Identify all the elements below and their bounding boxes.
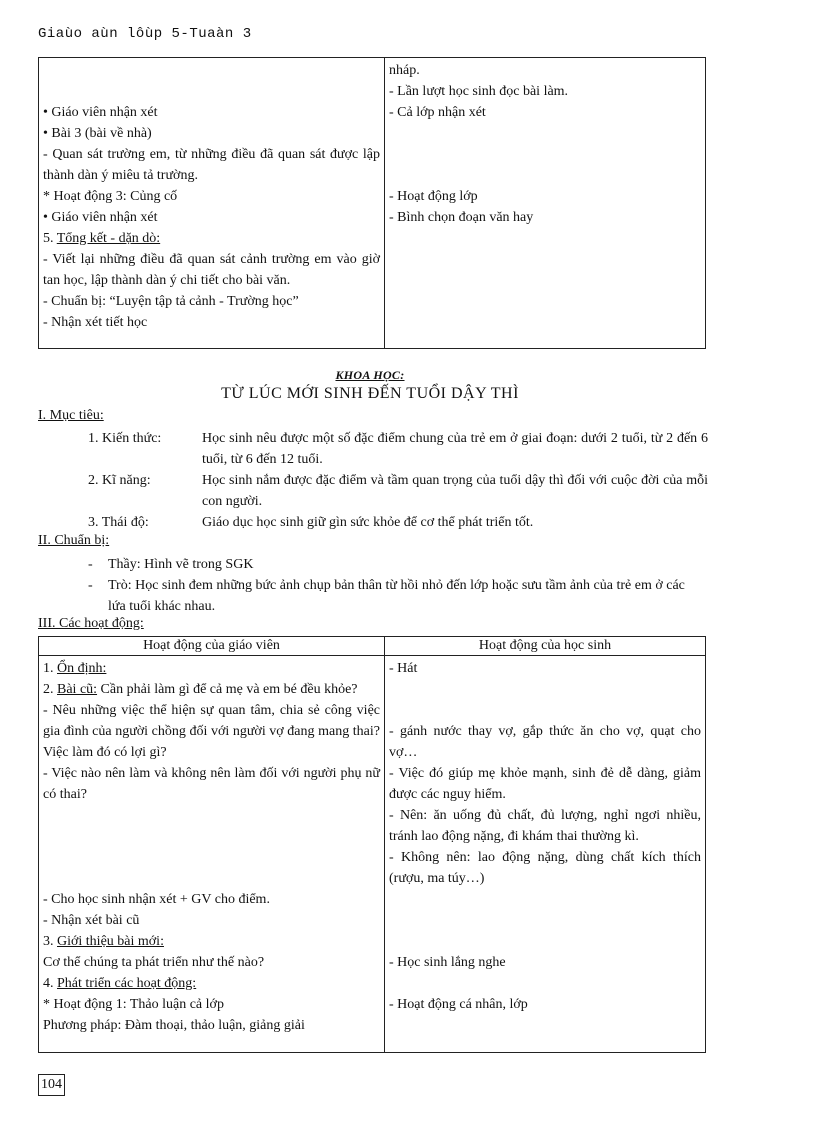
objective-label: 2. Kĩ năng: — [88, 473, 151, 488]
objective-item — [88, 428, 708, 470]
student-activities-cell — [385, 656, 706, 1053]
student-line: - Nên: ăn uống đủ chất, đủ lượng, nghỉ ngơi nhiều, tránh lao động nặng, đi khám thai thường kì. — [389, 808, 701, 844]
preparation-item: - Thầy: Hình vẽ trong SGK — [88, 557, 254, 572]
teacher-line: - Nhận xét tiết học — [43, 315, 148, 330]
student-line: - Lần lượt học sinh đọc bài làm. — [389, 84, 569, 99]
student-line: - Hoạt động lớp — [389, 189, 478, 204]
teacher-question: - Việc nào nên làm và không nên làm đối với người phụ nữ có thai? — [43, 766, 380, 802]
top-student-cell — [385, 58, 706, 349]
objective-item — [88, 512, 708, 533]
objective-item — [88, 470, 708, 512]
page-number: 104 — [38, 1074, 65, 1096]
subject-label: KHOA HỌC: — [335, 368, 405, 382]
teacher-line: • Bài 3 (bài về nhà) — [43, 126, 152, 141]
student-line: - Không nên: lao động nặng, dùng chất kích thích (rượu, ma túy…) — [389, 850, 701, 886]
section-heading: 3. Giới thiệu bài mới: — [43, 934, 164, 949]
teacher-line: - Viết lại những điều đã quan sát cảnh trường em vào giờ tan học, lập thành dàn ý chi tiết cho bài văn. — [43, 252, 380, 288]
column-header-teacher: Hoạt động của giáo viên — [39, 637, 385, 656]
teacher-line: - Quan sát trường em, từ những điều đã quan sát được lập thành dàn ý miêu tả trường. — [43, 147, 380, 183]
objective-label: 3. Thái độ: — [88, 515, 149, 530]
preparation-item: - Trò: Học sinh đem những bức ảnh chụp bản thân từ hồi nhỏ đến lớp hoặc sưu tầm ảnh của trẻ em ở các lứa tuổi khác nhau. — [88, 578, 685, 614]
section-heading: 1. Ổn định: — [43, 661, 107, 676]
student-line: - Hát — [389, 661, 418, 676]
objective-text: Giáo dục học sinh giữ gìn sức khỏe để cơ thể phát triển tốt. — [202, 515, 534, 530]
teacher-line: * Hoạt động 1: Thảo luận cả lớp — [43, 997, 224, 1012]
section-heading: 2. Bài cũ: Cần phải làm gì để cả mẹ và em bé đều khỏe? — [43, 682, 358, 697]
teacher-line: Phương pháp: Đàm thoại, thảo luận, giảng giải — [43, 1018, 305, 1033]
student-line: - gánh nước thay vợ, gắp thức ăn cho vợ, quạt cho vợ… — [389, 724, 701, 760]
top-teacher-cell — [39, 58, 385, 349]
teacher-activities-cell — [39, 656, 385, 1053]
teacher-line: - Chuẩn bị: “Luyện tập tả cảnh - Trường học” — [43, 294, 299, 309]
student-line: - Hoạt động cá nhân, lớp — [389, 997, 528, 1012]
teacher-line: - Cho học sinh nhận xét + GV cho điểm. — [43, 892, 270, 907]
section-heading: 5. Tổng kết - dặn dò: — [43, 231, 161, 246]
objectives-heading: I. Mục tiêu: — [38, 408, 104, 423]
student-line: - Việc đó giúp mẹ khỏe mạnh, sinh đẻ dễ dàng, giảm được các nguy hiểm. — [389, 766, 701, 802]
activities-heading: III. Các hoạt động: — [38, 616, 144, 631]
column-header-student: Hoạt động của học sinh — [385, 637, 706, 656]
student-line: - Học sinh lắng nghe — [389, 955, 506, 970]
running-header: Giaùo aùn lôùp 5-Tuaàn 3 — [38, 26, 252, 42]
objective-label: 1. Kiến thức: — [88, 431, 162, 446]
teacher-question: - Nêu những việc thể hiện sự quan tâm, chia sẻ công việc gia đình của người chồng đối với người vợ đang mang thai? Việc làm đó có lợi gì? — [43, 703, 380, 760]
teacher-line: - Nhận xét bài cũ — [43, 913, 140, 928]
activities-table — [38, 636, 706, 1053]
teacher-line: * Hoạt động 3: Củng cố — [43, 189, 178, 204]
student-line: - Bình chọn đoạn văn hay — [389, 210, 534, 225]
preparation-heading: II. Chuẩn bị: — [38, 533, 110, 548]
objective-text: Học sinh nắm được đặc điểm và tầm quan trọng của tuổi dậy thì đối với cuộc đời của mỗi con người. — [202, 473, 708, 509]
student-line: - Cả lớp nhận xét — [389, 105, 486, 120]
top-activity-table — [38, 57, 706, 349]
objective-text: Học sinh nêu được một số đặc điểm chung của trẻ em ở giai đoạn: dưới 2 tuổi, từ 2 đến 6 tuổi, từ 6 đến 12 tuổi. — [202, 431, 708, 467]
student-line: nháp. — [389, 63, 420, 78]
lesson-title: TỪ LÚC MỚI SINH ĐẾN TUỔI DẬY THÌ — [221, 385, 519, 402]
teacher-line: • Giáo viên nhận xét — [43, 105, 158, 120]
section-heading: 4. Phát triển các hoạt động: — [43, 976, 197, 991]
teacher-line: • Giáo viên nhận xét — [43, 210, 158, 225]
teacher-line: Cơ thể chúng ta phát triển như thế nào? — [43, 955, 265, 970]
